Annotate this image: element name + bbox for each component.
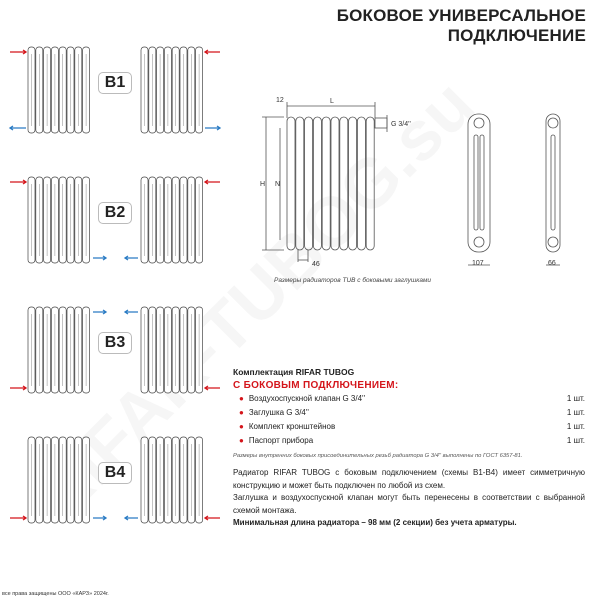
- connection-scheme-b4: [0, 430, 225, 530]
- flow-arrow-icon: [205, 386, 220, 390]
- flow-arrow-icon: [93, 310, 106, 314]
- description-p1: Радиатор RIFAR TUBOG с боковым подключением (схемы B1-B4) имеет симметричную конструкцию и может быть подключен по любой из схем.: [233, 468, 585, 490]
- scheme-label: B3: [98, 332, 132, 354]
- title-line-2: ПОДКЛЮЧЕНИЕ: [447, 26, 586, 45]
- drawing-caption: Размеры радиаторов TUB с боковыми заглушками: [274, 277, 432, 284]
- dim-N: N: [275, 181, 281, 188]
- kit-item: ● Заглушка G 3/4'' 1 шт.: [239, 408, 585, 417]
- description: [233, 467, 585, 530]
- flow-arrow-icon: [125, 256, 138, 260]
- connection-scheme-b1: [0, 40, 225, 140]
- dim-H: H: [260, 181, 266, 188]
- connection-scheme-b3: [0, 300, 225, 400]
- kit-section: [233, 367, 585, 459]
- description-p2: Заглушка и воздухоспускной клапан могут быть перенесены в соответствии с выбранной схемой монтажа.: [233, 493, 585, 515]
- flow-arrow-icon: [205, 516, 220, 520]
- radiator-column: [331, 117, 339, 250]
- kit-subheading: С БОКОВЫМ ПОДКЛЮЧЕНИЕМ:: [233, 380, 399, 391]
- copyright: все права защищены ООО «КАРЗ» 2024г.: [2, 591, 109, 597]
- scheme-label: B1: [98, 72, 132, 94]
- bullet-icon: ●: [239, 394, 244, 403]
- depth-107: 107: [472, 260, 484, 267]
- dim-46: 46: [312, 261, 320, 268]
- radiator-column: [287, 117, 295, 250]
- kit-item: ● Комплект кронштейнов 1 шт.: [239, 422, 585, 431]
- flow-arrow-icon: [93, 516, 106, 520]
- bullet-icon: ●: [239, 422, 244, 431]
- flow-arrow-icon: [125, 516, 138, 520]
- dim-12: 12: [276, 97, 284, 104]
- kit-note: Размеры внутренних боковых присоединительных резьб радиатора G 3/4'' выполнены по ГОСТ 6357-81.: [233, 453, 523, 459]
- radiator-column: [340, 117, 348, 250]
- dim-L: L: [330, 98, 334, 105]
- flow-arrow-icon: [205, 180, 220, 184]
- flow-arrow-icon: [205, 126, 220, 130]
- flow-arrow-icon: [10, 386, 26, 390]
- description-p3: Минимальная длина радиатора – 98 мм (2 секции) без учета арматуры.: [233, 518, 517, 527]
- bullet-icon: ●: [239, 408, 244, 417]
- radiator-column: [366, 117, 374, 250]
- kit-item: ● Паспорт прибора 1 шт.: [239, 436, 585, 445]
- flow-arrow-icon: [125, 310, 138, 314]
- radiator-column: [349, 117, 357, 250]
- flow-arrow-icon: [10, 126, 26, 130]
- dimension-drawing: [250, 90, 600, 280]
- bullet-icon: ●: [239, 436, 244, 445]
- depth-66: 66: [548, 260, 556, 267]
- connection-scheme-b2: [0, 170, 225, 270]
- radiator-column: [313, 117, 321, 250]
- scheme-label: B2: [98, 202, 132, 224]
- title-line-1: БОКОВОЕ УНИВЕРСАЛЬНОЕ: [336, 6, 586, 25]
- flow-arrow-icon: [205, 50, 220, 54]
- kit-item: ● Воздухоспускной клапан G 3/4'' 1 шт.: [239, 394, 585, 403]
- thread-label: G 3/4'': [391, 121, 411, 128]
- scheme-label: B4: [98, 462, 132, 484]
- radiator-column: [322, 117, 330, 250]
- page-title: [337, 6, 586, 46]
- flow-arrow-icon: [10, 50, 26, 54]
- radiator-front-view: [262, 102, 560, 265]
- flow-arrow-icon: [10, 180, 26, 184]
- radiator-column: [305, 117, 313, 250]
- radiator-column: [357, 117, 365, 250]
- flow-arrow-icon: [93, 256, 106, 260]
- kit-heading: Комплектация RIFAR TUBOG: [233, 367, 355, 377]
- flow-arrow-icon: [10, 516, 26, 520]
- radiator-column: [296, 117, 304, 250]
